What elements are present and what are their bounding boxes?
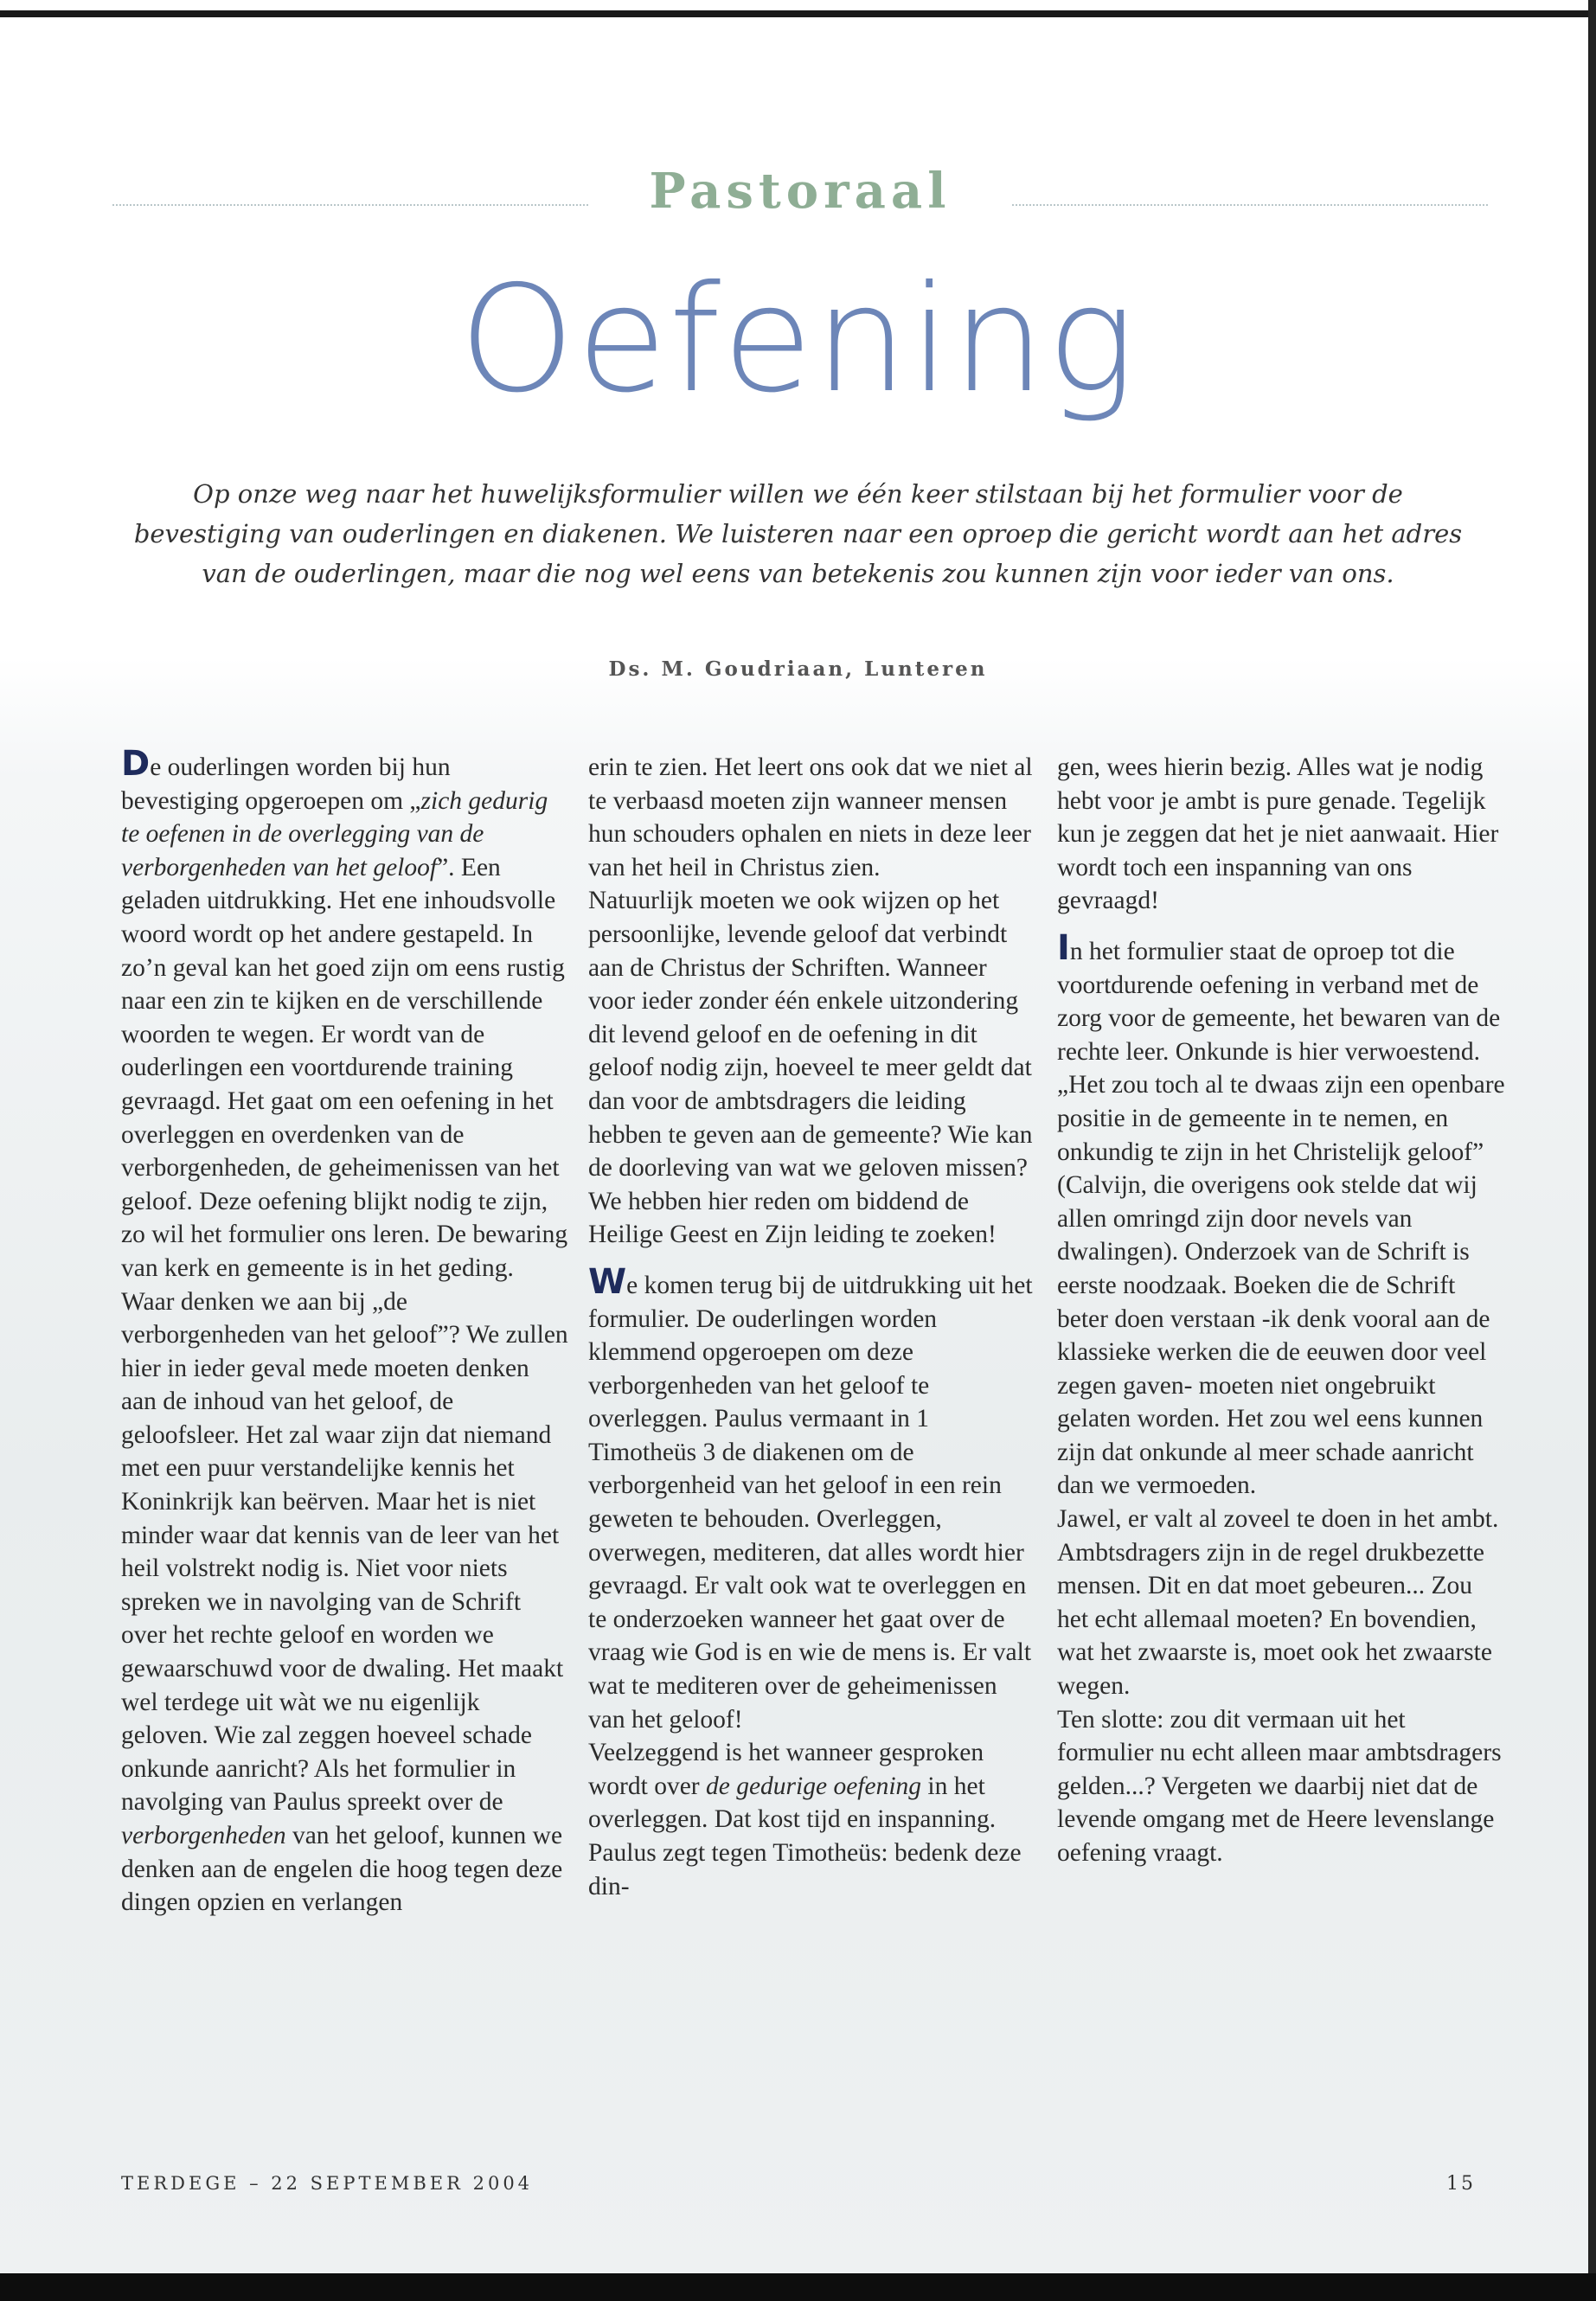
paragraph: gen, wees hierin bezig. Alles wat je nodig hebt voor je ambt is pure genade. Tegelijk kun je zeggen dat het je niet aanwaait. Hier wordt toch een inspanning van ons gevraagd! xyxy=(1057,753,1499,915)
article-author: Ds. M. Goudriaan, Lunteren xyxy=(608,657,988,681)
footer-publication: TERDEGE – 22 SEPTEMBER 2004 xyxy=(121,2173,534,2194)
paragraph: De ouderlingen worden bij hun bevestiging opgeroepen om „zich gedurig te oefenen in de overlegging van de verborgenheden van het geloof”. Een geladen uitdrukking. Het ene inhoudsvolle woord wordt op het andere gestapeld. In zo’n geval kan het goed zijn om eens rustig naar een zin te kijken en de verschillende woorden te wegen. Er wordt van de ouderlingen een voortdurende training gevraagd. Het gaat om een oefening in het overleggen en overdenken van de verborgenheden, de geheimenissen van het geloof. Deze oefening blijkt nodig te zijn, zo wil het formulier ons leren. De bewaring van kerk en gemeente is in het geding. Waar denken we aan bij „de verborgenheden van het geloof”? We zullen hier in ieder geval mede moeten denken aan de inhoud van het geloof, de geloofsleer. Het zal waar zijn dat niemand met een puur verstandelijke kennis het Koninkrijk kan beërven. Maar het is niet minder waar dat kennis van de leer van het heil volstrekt nodig is. Niet voor niets spreken we in navolging van de Schrift over het rechte geloof en worden we gewaarschuwd voor de dwaling. Het maakt wel terdege uit wàt we nu eigenlijk geloven. Wie zal zeggen hoeveel schade onkunde aanricht? Als het formulier in navolging van Paulus spreekt over de verborgenheden van het geloof, kunnen we denken aan de engelen die hoog tegen deze dingen opzien en verlangen xyxy=(121,744,568,1917)
quotation: zich gedurig te oefenen in de overlegging van de verborgenheden van het geloof xyxy=(121,786,548,881)
paragraph: Natuurlijk moeten we ook wijzen op het persoonlijke, levende geloof dat verbindt aan de Christus der Schriften. Wanneer voor ieder zonder één enkele uitzondering dit levend geloof en de oefening in dit geloof nodig zijn, hoeveel te meer geldt dat dan voor de ambtsdragers die leiding hebben te geven aan de gemeente? Wie kan de doorleving van wat we geloven missen? We hebben hier reden om biddend de Heilige Geest en Zijn leiding te zoeken! xyxy=(588,887,1033,1249)
paragraph: Jawel, er valt al zoveel te doen in het ambt. Ambtsdragers zijn in de regel drukbezette mensen. Dit en dat moet gebeuren... Zou het echt allemaal moeten? En bovendien, wat het zwaarste is, moet ook het zwaarste wegen. xyxy=(1057,1505,1499,1701)
paragraph: In het formulier staat de oproep tot die voortdurende oefening in verband met de zorg voor de gemeente, het bewaren van de rechte leer. Onkunde is hier verwoestend. „Het zou toch al te dwaas zijn een openbare positie in de gemeente in te nemen, en onkundig te zijn in het Christelijk geloof” (Calvijn, die overigens ook stelde dat wij allen omringd zijn door nevels van dwalingen). Onderzoek van de Schrift is eerste noodzaak. Boeken die de Schrift beter doen verstaan -ik denk vooral aan de klassieke werken die de eeuwen door veel zegen gaven- moeten niet ongebruikt gelaten worden. Het zou wel eens kunnen zijn dat onkunde al meer schade aanricht dan we vermoeden. xyxy=(1057,927,1505,1500)
section-header xyxy=(112,163,1488,232)
text-column-3 xyxy=(1057,751,1507,1870)
paragraph: erin te zien. Het leert ons ook dat we niet al te verbaasd moeten zijn wanneer mensen hun schouders ophalen en niets in deze leer van het heil in Christus zien. xyxy=(588,753,1033,881)
dotted-divider-left xyxy=(112,204,588,206)
text-column-2 xyxy=(588,751,1038,1903)
emphasis: verborgenheden xyxy=(121,1822,286,1849)
drop-cap: I xyxy=(1057,927,1070,968)
paragraph: Veelzeggend is het wanneer gesproken wordt over de gedurige oefening in het overleggen. Dat kost tijd en inspanning. Paulus zegt tegen Timotheüs: bedenk deze din- xyxy=(588,1739,1022,1900)
bottom-rule xyxy=(0,2273,1596,2301)
drop-cap: D xyxy=(121,744,151,784)
drop-cap: W xyxy=(588,1261,627,1302)
paragraph: Ten slotte: zou dit vermaan uit het formulier nu echt alleen maar ambtsdragers gelden...? Vergeten we daarbij niet dat de levende omgang met de Heere levenslange oefening vraagt. xyxy=(1057,1705,1502,1867)
article-intro: Op onze weg naar het huwelijksformulier willen we één keer stilstaan bij het formulier voor de bevestiging van ouderlingen en diakenen. We luisteren naar een oproep die gericht wordt aan het adres van de ouderlingen, maar die nog wel eens van betekenis zou kunnen zijn voor ieder van ons. xyxy=(133,479,1463,588)
top-rule xyxy=(0,10,1596,17)
section-label: Pastoraal xyxy=(649,163,952,220)
emphasis: de gedurige oefening xyxy=(706,1772,922,1800)
page-number: 15 xyxy=(1446,2173,1476,2195)
text-column-1 xyxy=(121,744,571,1920)
article-title: Oefening xyxy=(458,254,1138,426)
dotted-divider-right xyxy=(1012,204,1488,206)
paragraph: We komen terug bij de uitdrukking uit het formulier. De ouderlingen worden klemmend opgeroepen om deze verborgenheden van het geloof te overleggen. Paulus vermaant in 1 Timotheüs 3 de diakenen om de verborgenheid van het geloof in een rein geweten te behouden. Overleggen, overwegen, mediteren, dat alles wordt hier gevraagd. Er valt ook wat te overleggen en te onderzoeken wanneer het gaat over de vraag wie God is en wie de mens is. Er valt wat te mediteren over de geheimenissen van het geloof! xyxy=(588,1261,1033,1734)
